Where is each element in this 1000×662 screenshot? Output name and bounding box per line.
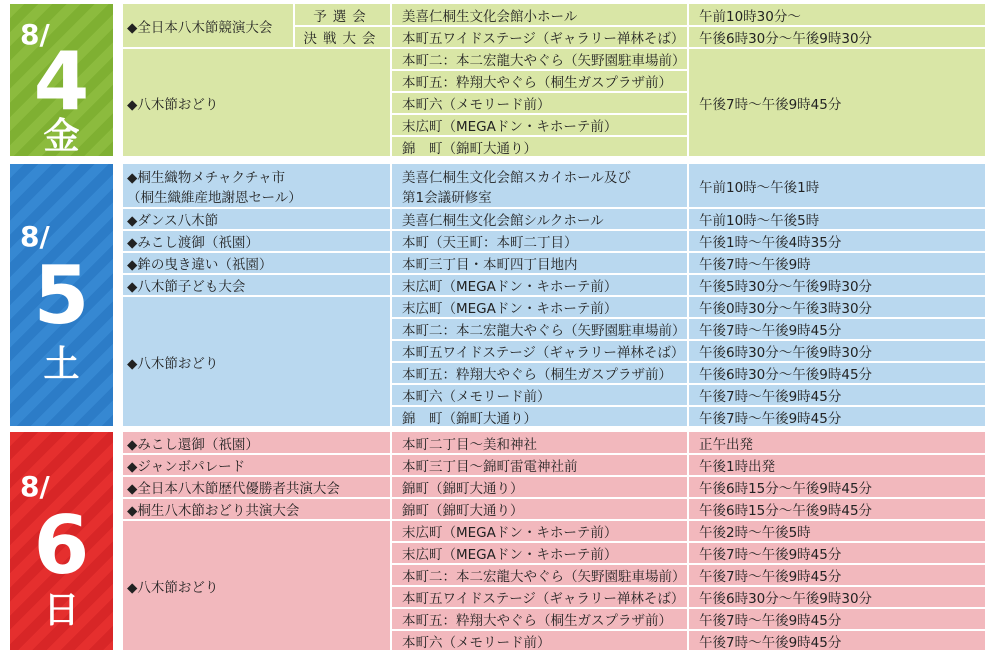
- table-row: [122, 230, 985, 252]
- venue: 美喜仁桐生文化会館小ホール: [391, 4, 688, 26]
- day-block-aug-6: [10, 432, 985, 650]
- venue: 本町二：本二宏龍大やぐら（矢野園駐車場前）: [391, 318, 688, 340]
- event-name: ◆ダンス八木節: [122, 208, 391, 230]
- day-block-aug-4: [10, 4, 985, 156]
- time: 午後6時15分～午後9時45分: [688, 476, 985, 498]
- table-row: [122, 48, 985, 70]
- venue-line: 第1会議研修室: [402, 189, 492, 206]
- venue: 本町五：粋翔大やぐら（桐生ガスプラザ前）: [391, 362, 688, 384]
- venue: 本町二：本二宏龍大やぐら（矢野園駐車場前）: [391, 48, 688, 70]
- venue: [391, 164, 688, 208]
- table-row: [122, 4, 985, 26]
- venue: 末広町（MEGAドン・キホーテ前）: [391, 296, 688, 318]
- venue: 本町六（メモリード前）: [391, 384, 688, 406]
- event-name: ◆八木節おどり: [122, 296, 391, 426]
- date-day: 5: [33, 249, 90, 342]
- schedule-table: [121, 432, 985, 650]
- time: 午後7時～午後9時45分: [688, 630, 985, 650]
- venue: 美喜仁桐生文化会館シルクホール: [391, 208, 688, 230]
- event-name: ◆みこし渡御（祇園）: [122, 230, 391, 252]
- venue: 本町二：本二宏龍大やぐら（矢野園駐車場前）: [391, 564, 688, 586]
- date-weekday: 日: [43, 590, 80, 631]
- event-name-line: ◆桐生織物メチャクチャ市: [127, 169, 286, 186]
- time: 午後7時～午後9時45分: [688, 406, 985, 426]
- time: 午後6時30分～午後9時30分: [688, 340, 985, 362]
- date-month: 8/: [20, 470, 50, 503]
- event-name-line: （桐生織維産地謝恩セール）: [127, 189, 302, 206]
- time: 午後6時30分～午後9時45分: [688, 362, 985, 384]
- time: 午後7時～午後9時45分: [688, 48, 985, 156]
- date-weekday: 金: [43, 116, 80, 156]
- time: 午前10時30分～: [688, 4, 985, 26]
- date-day: 4: [33, 35, 90, 128]
- event-name: ◆八木節子ども大会: [122, 274, 391, 296]
- venue: 錦町（錦町大通り）: [391, 498, 688, 520]
- date-month: 8/: [20, 220, 50, 253]
- date-weekday: 土: [43, 344, 80, 385]
- event-name: ◆桐生八木節おどり共演大会: [122, 498, 391, 520]
- date-badge: [10, 164, 113, 426]
- date-badge: [10, 4, 113, 156]
- event-name: ◆ジャンボパレード: [122, 454, 391, 476]
- day-block-aug-5: [10, 164, 985, 426]
- event-name: ◆八木節おどり: [122, 520, 391, 650]
- time: 午後1時出発: [688, 454, 985, 476]
- time: 午後7時～午後9時45分: [688, 564, 985, 586]
- time: 午後5時30分～午後9時30分: [688, 274, 985, 296]
- table-row: [122, 520, 985, 542]
- venue: 本町五ワイドステージ（ギャラリー禅林そば）: [391, 340, 688, 362]
- time: 午後1時～午後4時35分: [688, 230, 985, 252]
- time: 午後7時～午後9時45分: [688, 384, 985, 406]
- venue: 本町五ワイドステージ（ギャラリー禅林そば）: [391, 26, 688, 48]
- table-row: [122, 498, 985, 520]
- event-name: ◆八木節おどり: [122, 48, 391, 156]
- event-name: ◆鉾の曳き違い（祇園）: [122, 252, 391, 274]
- time: 午前10時～午後5時: [688, 208, 985, 230]
- venue: 本町五：粋翔大やぐら（桐生ガスプラザ前）: [391, 608, 688, 630]
- event-name: [122, 164, 391, 208]
- event-sub: 予選会: [294, 4, 391, 26]
- event-name: ◆全日本八木節歴代優勝者共演大会: [122, 476, 391, 498]
- time: 午前10時～午後1時: [688, 164, 985, 208]
- time: 午後2時～午後5時: [688, 520, 985, 542]
- venue: 錦町（錦町大通り）: [391, 476, 688, 498]
- venue: 本町三丁目～錦町雷電神社前: [391, 454, 688, 476]
- event-name: ◆みこし還御（祇園）: [122, 432, 391, 454]
- venue: 本町（天王町：本町二丁目）: [391, 230, 688, 252]
- table-row: [122, 252, 985, 274]
- table-row: [122, 454, 985, 476]
- venue: 末広町（MEGAドン・キホーテ前）: [391, 520, 688, 542]
- time: 午後0時30分～午後3時30分: [688, 296, 985, 318]
- date-month: 8/: [20, 18, 50, 51]
- time: 午後7時～午後9時45分: [688, 542, 985, 564]
- venue: 本町六（メモリード前）: [391, 630, 688, 650]
- table-row: [122, 164, 985, 208]
- time: 午後7時～午後9時: [688, 252, 985, 274]
- event-sub: 決戦大会: [294, 26, 391, 48]
- table-row: [122, 208, 985, 230]
- table-row: [122, 432, 985, 454]
- time: 午後6時30分～午後9時30分: [688, 586, 985, 608]
- venue: 本町五ワイドステージ（ギャラリー禅林そば）: [391, 586, 688, 608]
- date-day: 6: [33, 499, 90, 592]
- venue-line: 美喜仁桐生文化会館スカイホール及び: [402, 169, 631, 186]
- table-row: [122, 296, 985, 318]
- venue: 錦 町（錦町大通り）: [391, 406, 688, 426]
- venue: 末広町（MEGAドン・キホーテ前）: [391, 274, 688, 296]
- time: 午後6時15分～午後9時45分: [688, 498, 985, 520]
- time: 午後6時30分～午後9時30分: [688, 26, 985, 48]
- schedule-table: [121, 164, 985, 426]
- table-row: [122, 274, 985, 296]
- venue: 本町五：粋翔大やぐら（桐生ガスプラザ前）: [391, 70, 688, 92]
- venue: 本町六（メモリード前）: [391, 92, 688, 114]
- table-row: [122, 476, 985, 498]
- date-badge: [10, 432, 113, 650]
- event-name: ◆全日本八木節競演大会: [122, 4, 294, 48]
- time: 午後7時～午後9時45分: [688, 608, 985, 630]
- venue: 本町二丁目～美和神社: [391, 432, 688, 454]
- venue: 本町三丁目・本町四丁目地内: [391, 252, 688, 274]
- schedule-table: [121, 4, 985, 156]
- venue: 末広町（MEGAドン・キホーテ前）: [391, 542, 688, 564]
- venue: 末広町（MEGAドン・キホーテ前）: [391, 114, 688, 136]
- time: 正午出発: [688, 432, 985, 454]
- time: 午後7時～午後9時45分: [688, 318, 985, 340]
- venue: 錦 町（錦町大通り）: [391, 136, 688, 156]
